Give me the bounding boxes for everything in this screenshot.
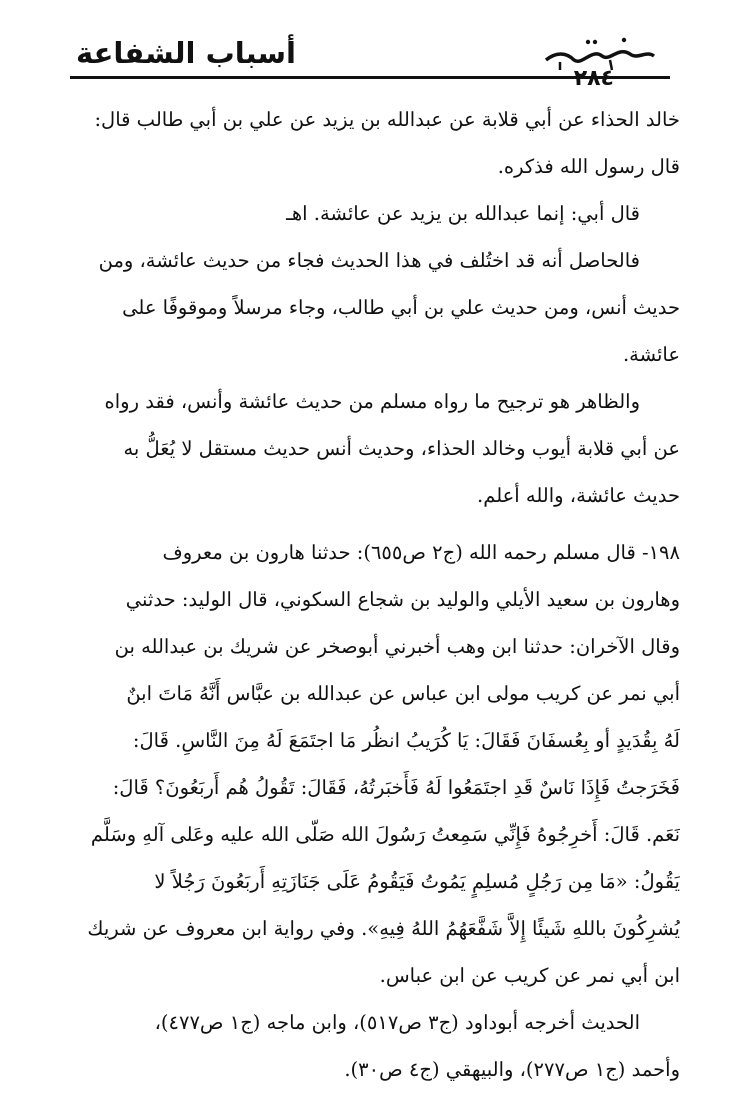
text-line: عائشة. [622,343,680,366]
paragraph [60,96,680,190]
page-body [60,96,680,1093]
book-title: أسباب الشفاعة [76,36,296,70]
text-line: لَهُ بِقُدَيدٍ أو بِعُسفَانَ فَقَالَ: يَا كُرَيبُ انظُر مَا اجتَمَعَ لَهُ مِنَ النَّاسِ. قَالَ: [132,729,680,752]
page-header [70,22,670,91]
paragraph [60,190,680,237]
text-line: حديث أنس، ومن حديث علي بن أبي طالب، وجاء مرسلاً وموقوفًا على [122,296,680,319]
text-line: وأحمد (ج١ ص٢٧٧)، والبيهقي (ج٤ ص٣٠). [344,1058,680,1081]
paragraph [60,378,680,519]
text-line: والظاهر هو ترجيح ما رواه مسلم من حديث عائشة وأنس، فقد رواه [104,390,640,413]
text-line: فَخَرَجتُ فَإِذَا نَاسٌ قَدِ اجتَمَعُوا لَهُ فَأَخبَرتُهُ، فَقَالَ: تَقُولُ هُم أَربَعُونَ؟ قَالَ: [112,776,680,799]
text-line: قال رسول الله فذكره. [497,155,680,178]
text-line: الحديث أخرجه أبوداود (ج٣ ص٥١٧)، وابن ماجه (ج١ ص٤٧٧)، [154,1011,640,1034]
text-line: قال أبي: إنما عبدالله بن يزيد عن عائشة. اهـ [286,202,640,225]
page-number: ٢٨٤ [573,66,614,91]
text-line: خالد الحذاء عن أبي قلابة عن عبدالله بن يزيد عن علي بن أبي طالب قال: [94,108,680,131]
paragraph [60,999,680,1093]
hadith-paragraph [60,529,680,999]
text-line: عن أبي قلابة أيوب وخالد الحذاء، وحديث أنس حديث مستقل لا يُعَلُّ به [123,437,680,460]
text-line: فالحاصل أنه قد اختُلف في هذا الحديث فجاء من حديث عائشة، ومن [98,249,640,272]
text-line: ١٩٨- قال مسلم رحمه الله (ج٢ ص٦٥٥): حدثنا هارون بن معروف [162,541,680,564]
text-line: يَقُولُ: «مَا مِن رَجُلٍ مُسلِمٍ يَمُوتُ فَيَقُومُ عَلَى جَنَازَتِهِ أَربَعُونَ رَجُلاً لا [154,870,680,893]
text-line: ابن أبي نمر عن كريب عن ابن عباس. [379,964,680,987]
text-line: وهارون بن سعيد الأيلي والوليد بن شجاع السكوني، قال الوليد: حدثني [125,588,680,611]
paragraph [60,237,680,378]
header-rule [70,76,670,79]
text-line: نَعَم. قَالَ: أَخرِجُوهُ فَإِنِّي سَمِعتُ رَسُولَ الله صَلّى الله عليه وعَلى آلهِ وسَلَّم [90,823,680,846]
paragraph-gap [60,519,680,529]
text-line: وقال الآخران: حدثنا ابن وهب أخبرني أبوصخر عن شريك بن عبدالله بن [114,635,680,658]
text-line: أبي نمر عن كريب مولى ابن عباس عن عبدالله بن عبَّاس أَنَّهُ مَاتَ ابنٌ [126,682,680,705]
text-line: يُشرِكُونَ باللهِ شَيئًا إِلاَّ شَفَّعَهُمُ اللهُ فِيهِ». وفي رواية ابن معروف عن شريك [87,917,680,940]
text-line: حديث عائشة، والله أعلم. [477,484,680,507]
